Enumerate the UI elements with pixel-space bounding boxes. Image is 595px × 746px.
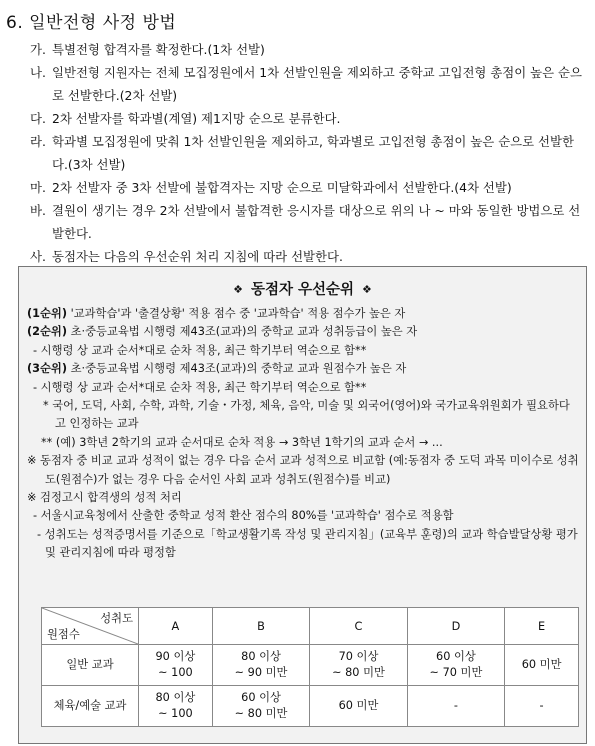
rule-ged: ※ 검정고시 합격생의 성적 처리: [27, 491, 182, 505]
priority-2: (2순위) 초·중등교육법 시행령 제43조(교과)의 중학교 교과 성취등급이 높은 자: [27, 325, 418, 339]
table-cell: 80 이상 ~ 100: [139, 686, 213, 727]
table-cell: 60 미만: [505, 645, 579, 686]
header-cell: A: [139, 608, 213, 645]
list-item: 나. 일반전형 지원자는 전체 모집정원에서 1차 선발인원을 제외하고 중학교 고입전형 총점이 높은 순으로 선발한다.(2차 선발): [30, 65, 582, 103]
header-cell: C: [310, 608, 407, 645]
list-item: 사. 동점자는 다음의 우선순위 처리 지침에 따라 선발한다.: [30, 249, 343, 264]
table-cell: 70 이상 ~ 80 미만: [310, 645, 407, 686]
corner-raw-score: 원점수: [47, 628, 80, 641]
header-cell: D: [407, 608, 504, 645]
priority-3: (3순위) 초·중등교육법 시행령 제43조(교과)의 중학교 교과 원점수가 높은 자: [27, 362, 407, 376]
tiebreak-box: [18, 266, 587, 744]
header-cell: B: [212, 608, 309, 645]
list-item: 다. 2차 선발자를 학과별(계열) 제1지망 순으로 분류한다.: [30, 111, 341, 126]
table-cell: 60 미만: [310, 686, 407, 727]
box-title-text: 동점자 우선순위: [250, 282, 355, 298]
footnote-example: ** (예) 3학년 2학기의 교과 순서대로 순차 적용 → 3학년 1학기의 교과 순서 → ...: [41, 435, 443, 449]
list-item: 마. 2차 선발자 중 3차 선발에 불합격자는 지망 순으로 미달학과에서 선발한다.(4차 선발): [30, 180, 512, 195]
list-item: 바. 결원이 생기는 경우 2차 선발에서 불합격한 응시자를 대상으로 위의 나 ~ 마와 동일한 방법으로 선발한다.: [30, 203, 581, 241]
priority-1: (1순위) '교과학습'과 '출결상황' 적용 점수 중 '교과학습' 적용 점수가 높은 자: [27, 307, 406, 320]
table-row: [42, 645, 579, 686]
priority-rules: [19, 305, 586, 563]
table-corner: [42, 608, 139, 645]
diamond-icon: ❖: [362, 283, 372, 296]
footnote-subjects: * 국어, 도덕, 사회, 수학, 과학, 기술・가정, 체육, 음악, 미술 및 외국어(영어)와 국가교육위원회가 필요하다고 인정하는 교과: [43, 399, 570, 431]
procedure-list: [30, 38, 585, 268]
box-title: [19, 278, 586, 299]
rule-ged-grade: - 성취도는 성적증명서를 기준으로「학교생활기록 작성 및 관리지침」(교육부 훈령)의 교과 학습발달상황 평가 및 관리지침에 따라 평정함: [37, 527, 578, 560]
row-label: 일반 교과: [42, 645, 139, 686]
table-cell: 80 이상 ~ 90 미만: [212, 645, 309, 686]
corner-achievement: 성취도: [100, 612, 133, 625]
grade-table: [41, 607, 579, 727]
rule-missing-grade: ※ 동점자 중 비교 교과 성적이 없는 경우 다음 순서 교과 성적으로 비교함 (예:동점자 중 도덕 과목 미이수로 성취도(원점수)가 없는 경우 다음 순서인 사회 교과 성취도(원점수)를 비교): [27, 454, 579, 486]
table-cell: 60 이상 ~ 70 미만: [407, 645, 504, 686]
list-item: 가. 특별전형 합격자를 확정한다.(1차 선발): [30, 42, 265, 57]
list-item: 라. 학과별 모집정원에 맞춰 1차 선발인원을 제외하고, 학과별로 고입전형 총점이 높은 순으로 선발한다.(3차 선발): [30, 134, 574, 172]
table-row: [42, 686, 579, 727]
table-cell: 90 이상 ~ 100: [139, 645, 213, 686]
diamond-icon: ❖: [233, 283, 243, 296]
header-cell: E: [505, 608, 579, 645]
row-label: 체육/예술 교과: [42, 686, 139, 727]
section-title: 6. 일반전형 사정 방법: [6, 13, 177, 33]
table-cell: -: [407, 686, 504, 727]
table-cell: 60 이상 ~ 80 미만: [212, 686, 309, 727]
priority-3-sub: - 시행령 상 교과 순서*대로 순차 적용, 최근 학기부터 역순으로 함**: [33, 380, 367, 394]
priority-2-sub: - 시행령 상 교과 순서*대로 순차 적용, 최근 학기부터 역순으로 함**: [33, 343, 367, 357]
table-cell: -: [505, 686, 579, 727]
rule-ged-score: - 서울시교육청에서 산출한 중학교 성적 환산 점수의 80%를 '교과학습' 점수로 적용함: [33, 509, 454, 523]
